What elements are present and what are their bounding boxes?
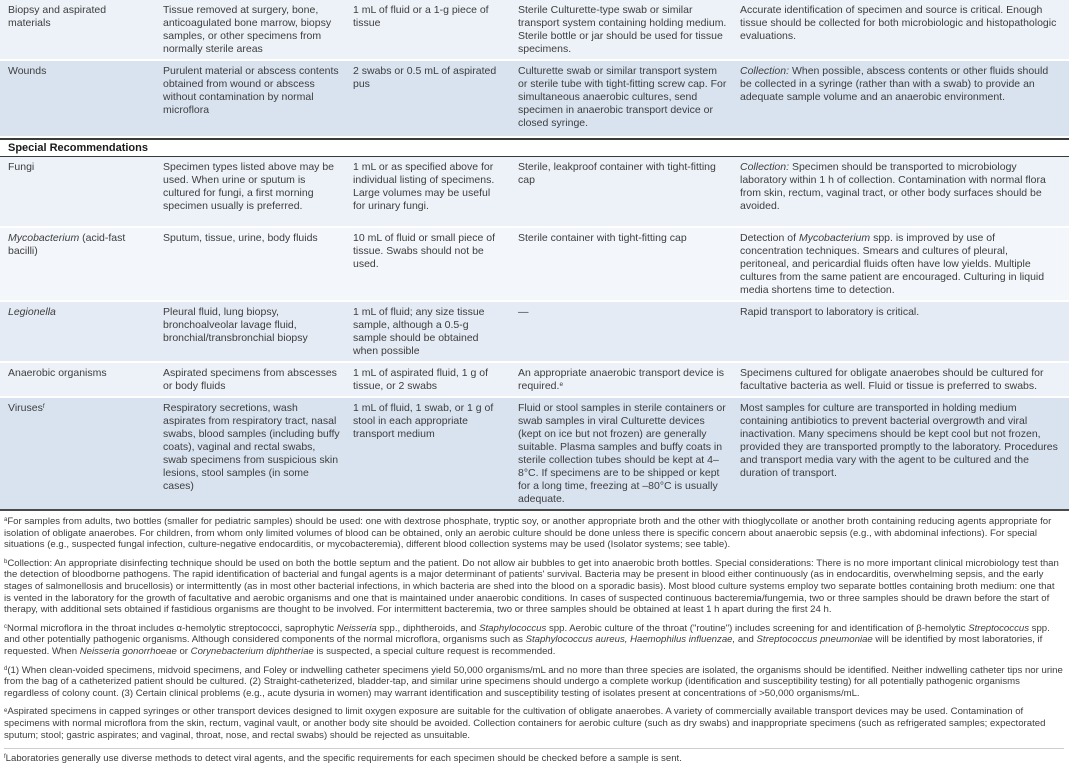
considerations-cell: Accurate identification of specimen and source is critical. Enough tissue should be collected for both microbiologic and histopathologic evaluations. xyxy=(740,4,1057,42)
section-header: Special Recommendations xyxy=(0,138,1069,157)
container-cell: Sterile, leakproof container with tight-fitting cap xyxy=(518,161,716,186)
footnote-marker: d xyxy=(4,665,8,672)
volume-cell: 1 mL of fluid, 1 swab, or 1 g of stool in each appropriate transport medium xyxy=(353,402,494,440)
specimen-type-cell: Mycobacterium (acid-fast bacilli) xyxy=(8,232,126,257)
table-row-fungi xyxy=(0,157,1069,228)
table-row-legionella xyxy=(0,302,1069,363)
footnote-marker: b xyxy=(4,559,8,566)
considerations-cell: Specimens cultured for obligate anaerobes should be cultured for facultative bacteria as well. Fluid or tissue is preferred to swabs. xyxy=(740,367,1044,392)
volume-cell: 1 mL or as specified above for individual listing of specimens. Large volumes may be useful for urinary fungi. xyxy=(353,161,495,212)
description-cell: Specimen types listed above may be used. When urine or sputum is cultured for fungi, a first morning specimen usually is preferred. xyxy=(163,161,335,212)
footnote-f: $^f$Laboratories generally use diverse methods to detect viral agents, and the specific requirements for each specimen should be checked before a sample is sent. xyxy=(4,748,1064,765)
footnote-d: $^d$(1) When clean-voided specimens, midvoid specimens, and Foley or indwelling catheter specimens yield 50,000 organisms/mL and no more than three species are isolated, the organisms should be identified. Neither indwelling catheter tips nor urine from the bag of a catheterized patient should be cultured. (2) Straight-catheterized, bladder-tap, and similar urine specimens should undergo a complete workup (identification and susceptibility testing) for all potentially pathogenic organisms regardless of colony count. (3) Certain clinical problems (e.g., acute dysuria in women) may warrant identification and susceptibility testing of isolates present at concentrations of >50,000 organisms/mL. xyxy=(4,664,1063,699)
description-cell: Tissue removed at surgery, bone, anticoagulated bone marrow, biopsy samples, or other specimens from normally sterile areas xyxy=(163,4,332,55)
specimen-type-cell: Legionella xyxy=(8,306,56,318)
footnote-c: $^c$Normal microflora in the throat includes α-hemolytic streptococci, saprophytic Neisseria spp., diphtheroids, and Staphylococcus spp. Aerobic culture of the throat ("routine") includes screening for and identification of β-hemolytic Streptococcus spp. and other potentially pathogenic organisms. Although considered components of the normal microflora, organisms such as Staphylococcus aureus, Haemophilus influenzae, and Streptococcus pneumoniae will be identified by most laboratories, if requested. When Neisseria gonorrhoeae or Corynebacterium diphtheriae is suspected, a special culture request is recommended. xyxy=(4,622,1050,657)
container-cell: Fluid or stool samples in sterile containers or swab samples in viral Culturette devices (kept on ice but not frozen) are generally suitable. Plasma samples and buffy coats in sterile collection tubes should be kept at 4–8°C. If specimens are to be shipped or kept for a long time, freezing at –80°C is usually adequate. xyxy=(518,402,726,505)
footnote-marker: f xyxy=(4,754,6,761)
footnote-b: $^b$Collection: An appropriate disinfecting technique should be used on both the bottle septum and the patient. Do not allow air bubbles to get into anaerobic broth bottles. Special considerations: There is no more important clinical microbiology test than the detection of bloodborne pathogens. The rapid identification of bacterial and fungal agents is a major determinant of patients' survival. Bacteria may be present in blood either continuously (as in endocarditis, overwhelming sepsis, and the early stages of salmonellosis and brucellosis) or intermittently (as in most other bacterial infections, in which bacteria are shed into the blood on a sporadic basis). Most blood culture systems employ two separate bottles containing broth medium: one that is vented in the laboratory for the growth of facultative and aerobic organisms and one that is maintained under anaerobic conditions. In cases of suspected continuous bacteremia/fungemia, two or three samples should be drawn before the start of therapy, with additional sets obtained if fastidious organisms are thought to be involved. For intermittent bacteremia, two or three samples should be obtained at least 1 h apart during the first 24 h. xyxy=(4,557,1059,616)
volume-cell: 1 mL of fluid; any size tissue sample, although a 0.5-g sample should be obtained when possible xyxy=(353,306,485,357)
table-row-anaerobic-organisms xyxy=(0,363,1069,398)
description-cell: Aspirated specimens from abscesses or body fluids xyxy=(163,367,337,392)
container-cell: Sterile Culturette-type swab or similar transport system containing holding medium. Sterile bottle or jar should be used for tissue specimens. xyxy=(518,4,727,55)
considerations-cell: Collection: Specimen should be transported to microbiology laboratory within 1 h of collection. Contamination with normal flora from skin, rectum, vaginal tract, or other body surfaces should be avoided. xyxy=(740,161,1046,212)
table-row-mycobacterium xyxy=(0,228,1069,302)
considerations-cell: Collection: When possible, abscess contents or other fluids should be collected in a syringe (rather than with a swab) to provide an adequate sample volume and an anaerobic environment. xyxy=(740,65,1049,103)
specimen-type-cell: Wounds xyxy=(8,65,47,77)
footnotes-section xyxy=(0,511,1069,765)
description-cell: Pleural fluid, lung biopsy, bronchoalveolar lavage fluid, bronchial/transbronchial biopsy xyxy=(163,306,308,344)
footnote-marker: a xyxy=(4,517,8,524)
specimen-type-cell: Anaerobic organisms xyxy=(8,367,107,379)
volume-cell: 2 swabs or 0.5 mL of aspirated pus xyxy=(353,65,497,90)
container-cell: Culturette swab or similar transport system or sterile tube with tight-fitting screw cap. For simultaneous anaerobic cultures, send specimen in anaerobic transport device or closed syringe. xyxy=(518,65,727,129)
table-row-wounds xyxy=(0,61,1069,138)
container-cell: Sterile container with tight-fitting cap xyxy=(518,232,687,244)
specimen-type-cell: Fungi xyxy=(8,161,35,173)
volume-cell: 10 mL of fluid or small piece of tissue. Swabs should not be used. xyxy=(353,232,496,270)
container-cell: An appropriate anaerobic transport device is required.$^e$ xyxy=(518,367,725,392)
considerations-cell: Most samples for culture are transported in holding medium containing antibiotics to prevent bacterial overgrowth and viral inactivation. Many specimens should be kept cool but not frozen, provided they are transported promptly to the laboratory. Procedures and transport media vary with the agent to be cultured and the duration of transport. xyxy=(740,402,1058,479)
footnote-marker: c xyxy=(4,624,7,631)
footnote-a: $^a$For samples from adults, two bottles (smaller for pediatric samples) should be used: one with dextrose phosphate, tryptic soy, or another appropriate broth and the other with thioglycollate or another broth containing reducing agents appropriate for isolation of obligate anaerobes. For children, from whom only limited volumes of blood can be obtained, only an aerobic culture should be done unless there is specific concern about anaerobic sepsis (e.g., with abdominal infections). For special situations (e.g., suspected fungal infection, culture-negative endocarditis, or mycobacteremia), different blood collection systems may be used (Isolator systems; see table). xyxy=(4,516,1052,551)
volume-cell: 1 mL of fluid or a 1-g piece of tissue xyxy=(353,4,489,29)
footnote-e: $^e$Aspirated specimens in capped syringes or other transport devices designed to limit oxygen exposure are suitable for the cultivation of obligate anaerobes. A variety of commercially available transport devices may be used. Contamination of specimens with normal microflora from the skin, rectum, vaginal vault, or another body site should be avoided. Collection containers for aerobic culture (such as dry swabs) and inappropriate specimens (such as refrigerated samples; expectorated sputum; stool; gastric aspirates; and vaginal, throat, nose, and rectal swabs) should be rejected as unsuitable. xyxy=(4,706,1046,741)
container-cell: — xyxy=(518,306,529,318)
volume-cell: 1 mL of aspirated fluid, 1 g of tissue, or 2 swabs xyxy=(353,367,489,392)
considerations-cell: Rapid transport to laboratory is critical. xyxy=(740,306,920,318)
table-row-biopsy xyxy=(0,0,1069,61)
description-cell: Purulent material or abscess contents obtained from wound or abscess without contamination by normal microflora xyxy=(163,65,339,116)
specimen-type-cell: Biopsy and aspirated materials xyxy=(8,4,107,29)
description-cell: Sputum, tissue, urine, body fluids xyxy=(163,232,318,244)
footnote-marker: e xyxy=(4,707,8,714)
specimen-type-cell: Viruses$^f$ xyxy=(8,402,45,414)
description-cell: Respiratory secretions, wash aspirates from respiratory tract, nasal swabs, blood samples (including buffy coats), vaginal and rectal swabs, swab specimens from suspicious skin lesions, stool samples (in some cases) xyxy=(163,402,340,492)
considerations-cell: Detection of Mycobacterium spp. is improved by use of concentration techniques. Smears and cultures of pleural, peritoneal, and pericardial fluids often have low yields. Multiple cultures from the same patient are encouraged. Culturing in liquid media shortens time to detection. xyxy=(740,232,1045,296)
table-row-viruses xyxy=(0,398,1069,511)
